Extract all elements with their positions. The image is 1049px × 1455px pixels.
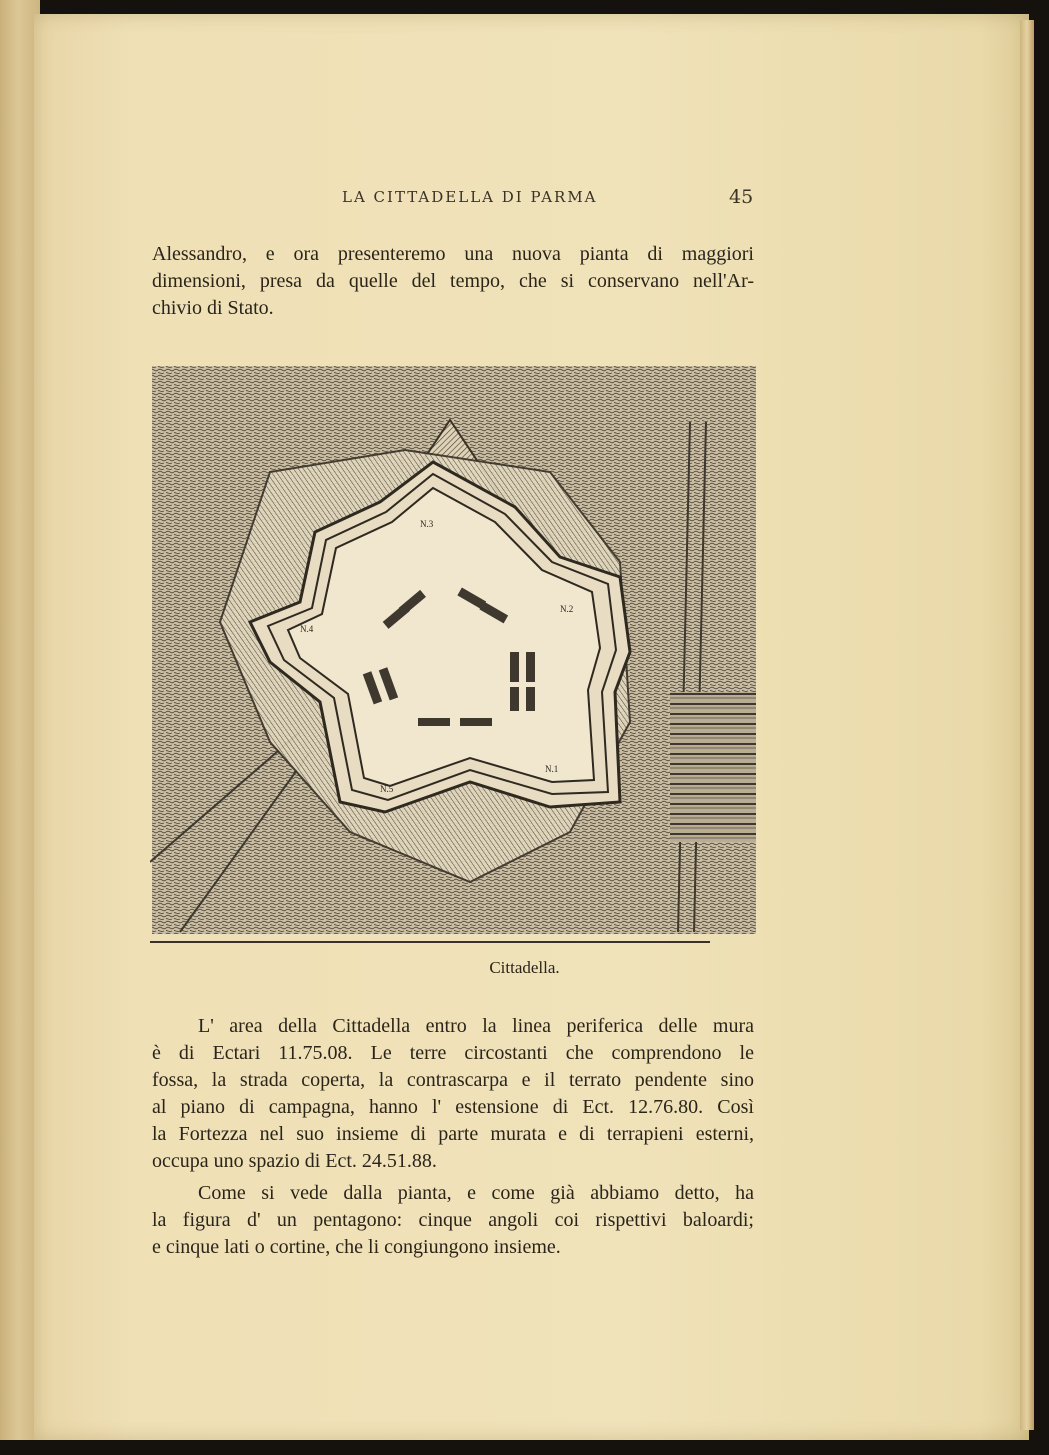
paragraph-3 <box>152 1180 754 1261</box>
text-line: la figura d' un pentagono: cinque angoli coi rispettivi baloardi; <box>152 1209 754 1231</box>
text-line: chivio di Stato. <box>152 297 274 319</box>
figure-caption: Cittadella. <box>489 958 560 977</box>
text-line: fossa, la strada coperta, la contrascarpa e il terrato pendente sino <box>152 1069 754 1091</box>
text-line: occupa uno spazio di Ect. 24.51.88. <box>152 1150 437 1172</box>
text-line: la Fortezza nel suo insieme di parte murata e di terrapieni esterni, <box>152 1123 754 1145</box>
text-line: è di Ectari 11.75.08. Le terre circostanti che comprendono le <box>152 1042 754 1064</box>
bastion-label: N.5 <box>380 784 394 794</box>
text-line: e cinque lati o cortine, che li congiungono insieme. <box>152 1236 561 1258</box>
fields-east <box>670 692 756 842</box>
bastion-label: N.1 <box>545 764 559 774</box>
text-line: Alessandro, e ora presenteremo una nuova pianta di maggiori <box>152 243 754 265</box>
text-line: al piano di campagna, hanno l' estensione di Ect. 12.76.80. Così <box>152 1096 754 1118</box>
running-head: LA CITTADELLA DI PARMA <box>342 188 598 206</box>
page-number: 45 <box>729 186 754 208</box>
citadel-plan-engraving <box>150 362 758 944</box>
paragraph-1 <box>152 241 754 322</box>
text-line: Come si vede dalla pianta, e come già abbiamo detto, ha <box>198 1182 754 1204</box>
page-stack-edge <box>1020 20 1034 1430</box>
bastion-label: N.2 <box>560 604 574 614</box>
text-line: L' area della Cittadella entro la linea periferica delle mura <box>198 1015 754 1037</box>
bastion-label: N.4 <box>300 624 314 634</box>
bastion-label: N.3 <box>420 519 434 529</box>
text-line: dimensioni, presa da quelle del tempo, che si conservano nell'Ar- <box>152 270 754 292</box>
paragraph-2 <box>152 1013 754 1175</box>
